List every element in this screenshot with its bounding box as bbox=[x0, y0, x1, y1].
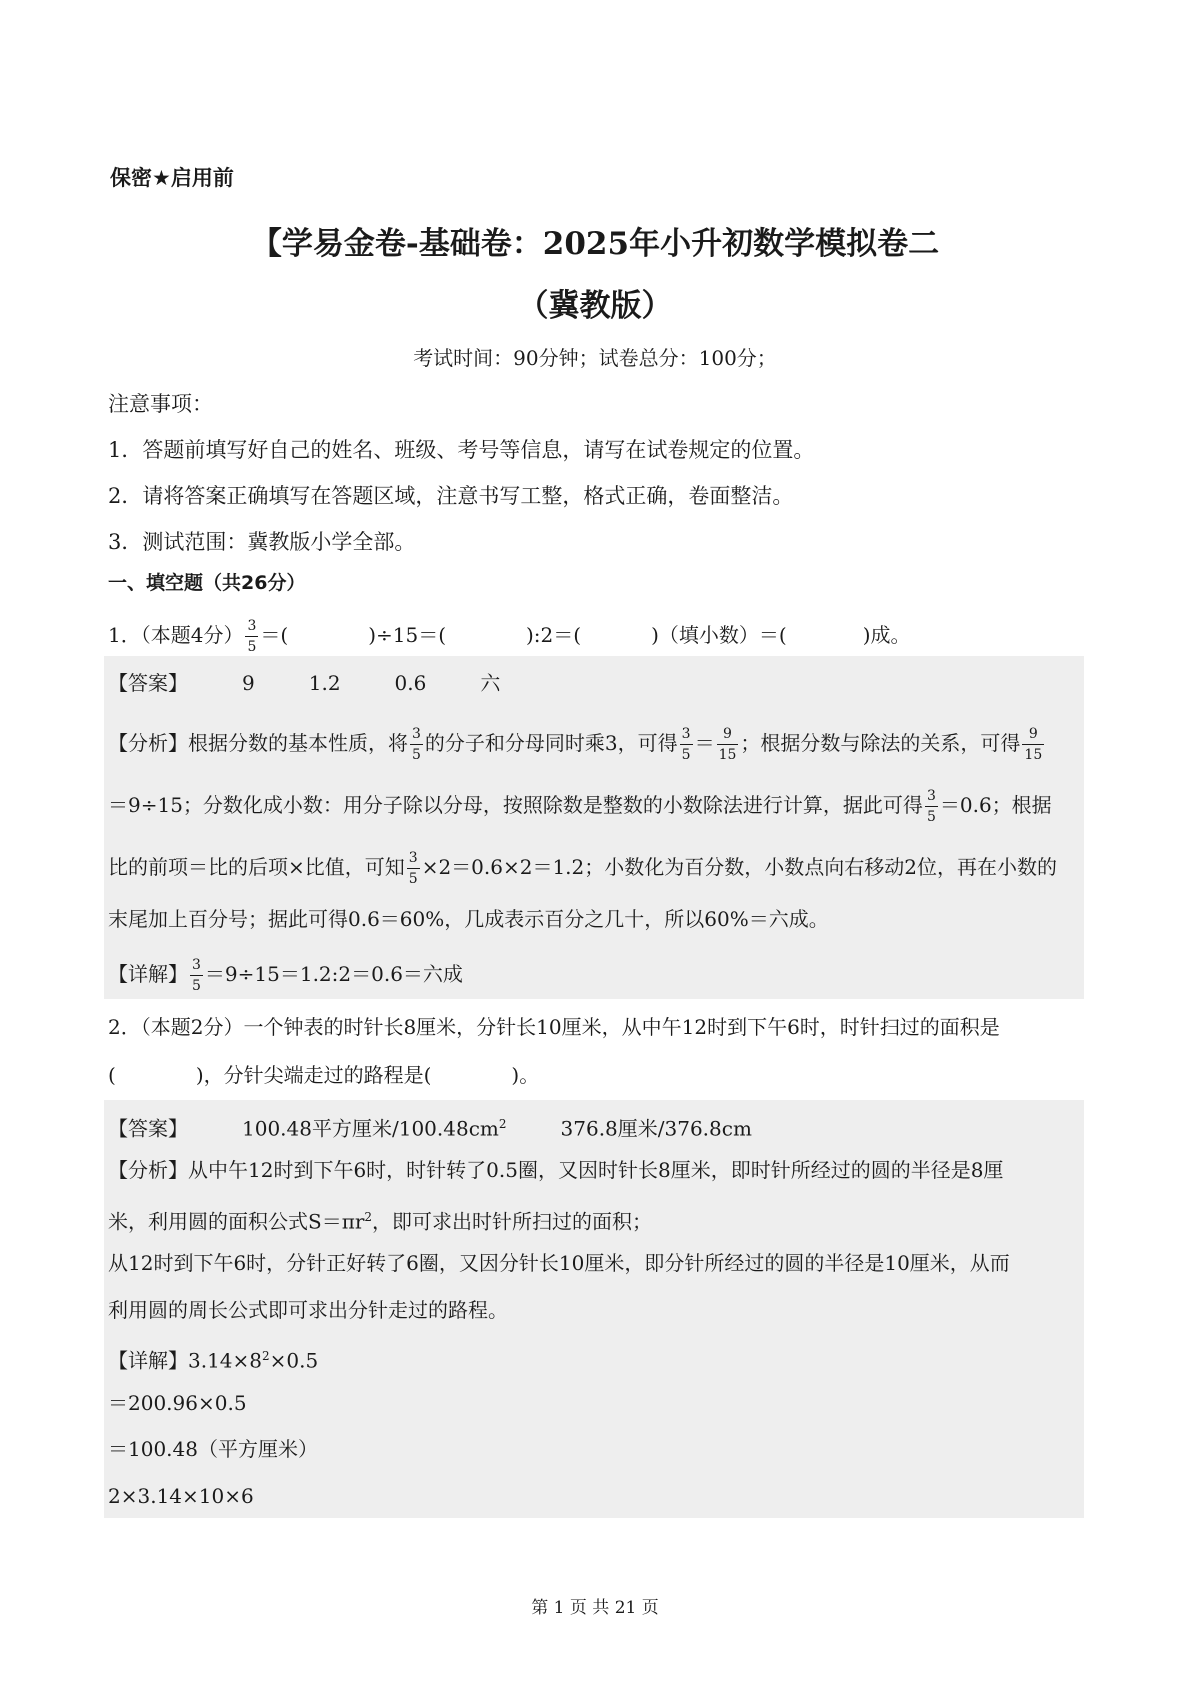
answer-value: 376.8厘米/376.8cm bbox=[560, 1116, 752, 1141]
note-item: 2．请将答案正确填写在答题区域，注意书写工整，格式正确，卷面整洁。 bbox=[108, 484, 794, 508]
fraction-3-5 bbox=[245, 616, 258, 657]
frac-numerator: 9 bbox=[717, 724, 739, 745]
q1-answer-line bbox=[108, 670, 500, 696]
q1-solution-box bbox=[104, 656, 1084, 999]
frac-denominator: 15 bbox=[718, 747, 737, 763]
q1-cheng: )成。 bbox=[862, 623, 911, 647]
fraction-3-5 bbox=[410, 724, 423, 765]
answer-value: 9 bbox=[242, 671, 255, 695]
frac-numerator: 3 bbox=[190, 955, 203, 976]
frac-denominator: 5 bbox=[681, 747, 691, 763]
q1-div15: )÷15＝( bbox=[368, 623, 446, 647]
q1-analysis-line bbox=[108, 786, 1052, 827]
q2-answer-line bbox=[108, 1111, 752, 1142]
fraction-3-5 bbox=[925, 786, 938, 827]
q2-detail-line: ＝100.48（平方厘米） bbox=[108, 1437, 318, 1461]
section-heading: 一、填空题（共26分） bbox=[108, 572, 306, 594]
q1-analysis-line: 【分析】根据分数的基本性质，将 $\frac{3}{5}$ 的分子和分母同时乘3，可得 $\frac{3}{5}$ ＝ $\frac{9}{15}$ ；根据分数与除法的关系，可得 $\frac{9}{15}$ bbox=[108, 726, 1043, 763]
detail-text: 3.14×8 bbox=[188, 1348, 263, 1373]
frac-denominator: 15 bbox=[1024, 747, 1043, 763]
analysis-label: 【分析】 bbox=[108, 731, 188, 755]
frac-numerator: 3 bbox=[410, 724, 423, 745]
fraction-3-5 bbox=[190, 955, 203, 996]
analysis-text: ×2＝0.6×2＝1.2；小数化为百分数，小数点向右移动2位，再在小数的 bbox=[421, 855, 1057, 879]
answer-label: 【答案】 bbox=[108, 1116, 188, 1141]
q2-detail-line: ＝200.96×0.5 bbox=[108, 1391, 247, 1415]
note-item: 3．测试范围：冀教版小学全部。 bbox=[108, 530, 416, 554]
superscript: 2 bbox=[364, 1210, 373, 1224]
analysis-text: 米，利用圆的面积公式S＝πr bbox=[108, 1209, 365, 1234]
exam-edition: （冀教版） bbox=[517, 288, 673, 324]
analysis-text: ，即可求出时针所扫过的面积； bbox=[372, 1209, 653, 1234]
detail-label: 【详解】 bbox=[108, 1348, 188, 1373]
question-2-line-1: 2．（本题2分）一个钟表的时针长8厘米，分针长10厘米，从中午12时到下午6时，时针扫过的面积是 bbox=[108, 1015, 1000, 1039]
q1-fill-decimal: )（填小数）＝( bbox=[651, 623, 787, 647]
q1-ratio2: ):2＝( bbox=[526, 623, 582, 647]
notes-heading: 注意事项： bbox=[108, 392, 213, 416]
frac-numerator: 3 bbox=[245, 616, 258, 637]
fraction-3-5 bbox=[680, 724, 693, 765]
confidential-mark: 保密★启用前 bbox=[110, 166, 234, 190]
q2-analysis-line: 利用圆的周长公式即可求出分针走过的路程。 bbox=[108, 1298, 508, 1322]
question-1 bbox=[108, 616, 911, 657]
superscript: 2 bbox=[262, 1349, 270, 1363]
q2-text: )，分针尖端走过的路程是( bbox=[195, 1063, 432, 1087]
analysis-text: 从中午12时到下午6时，时针转了0.5圈，又因时针长8厘米，即时针所经过的圆的半径是8厘 bbox=[188, 1158, 1004, 1182]
q2-text: )。 bbox=[511, 1063, 540, 1087]
q2-analysis-line bbox=[108, 1157, 1003, 1183]
frac-denominator: 5 bbox=[192, 978, 201, 994]
answer-label: 【答案】 bbox=[108, 671, 188, 695]
frac-numerator: 3 bbox=[407, 848, 420, 869]
question-2-line-2 bbox=[108, 1062, 539, 1088]
frac-numerator: 3 bbox=[680, 724, 693, 745]
q1-detail-line bbox=[108, 955, 463, 996]
fraction-9-15 bbox=[717, 724, 739, 765]
fraction-9-15 bbox=[1022, 724, 1044, 765]
page-footer: 第 1 页 共 21 页 bbox=[531, 1598, 659, 1618]
detail-label: 【详解】 bbox=[108, 962, 188, 986]
detail-text: ×0.5 bbox=[269, 1348, 319, 1373]
superscript: 2 bbox=[498, 1117, 507, 1131]
q2-detail-line bbox=[108, 1343, 318, 1374]
q1-eq-open: ＝( bbox=[260, 623, 289, 647]
detail-text: ＝9÷15＝1.2:2＝0.6＝六成 bbox=[204, 962, 463, 986]
q1-analysis-line bbox=[108, 848, 1057, 889]
frac-numerator: 3 bbox=[925, 786, 938, 807]
analysis-text: ＝9÷15；分数化成小数：用分子除以分母，按照除数是整数的小数除法进行计算，据此可得 bbox=[108, 793, 923, 817]
analysis-label: 【分析】 bbox=[108, 1158, 188, 1182]
frac-denominator: 5 bbox=[926, 809, 936, 825]
answer-value: 1.2 bbox=[308, 671, 341, 695]
frac-denominator: 5 bbox=[412, 747, 421, 763]
frac-denominator: 5 bbox=[408, 871, 418, 887]
frac-denominator: 5 bbox=[247, 639, 257, 655]
q1-analysis-line: 末尾加上百分号；据此可得0.6＝60%，几成表示百分之几十，所以60%＝六成。 bbox=[108, 907, 829, 931]
analysis-text: ＝0.6；根据 bbox=[939, 793, 1052, 817]
answer-value: 100.48平方厘米/100.48cm bbox=[242, 1116, 499, 1141]
analysis-text: ；根据分数与除法的关系，可得 bbox=[740, 731, 1021, 755]
exam-info: 考试时间：90分钟；试卷总分：100分； bbox=[413, 346, 777, 370]
q2-detail-line: 2×3.14×10×6 bbox=[108, 1484, 254, 1508]
analysis-text: 的分子和分母同时乘3，可得 bbox=[424, 731, 678, 755]
q1-prefix: 1．（本题4分） bbox=[108, 623, 244, 647]
answer-value: 0.6 bbox=[394, 671, 427, 695]
analysis-text: 比的前项＝比的后项×比值，可知 bbox=[108, 855, 405, 879]
answer-value: 六 bbox=[480, 671, 501, 695]
q2-analysis-line bbox=[108, 1204, 652, 1235]
analysis-text: 根据分数的基本性质，将 bbox=[188, 731, 408, 755]
q2-analysis-line: 从12时到下午6时，分针正好转了6圈，又因分针长10厘米，即分针所经过的圆的半径是10厘米，从而 bbox=[108, 1251, 1010, 1275]
fraction-3-5 bbox=[407, 848, 420, 889]
note-item: 1．答题前填写好自己的姓名、班级、考号等信息，请写在试卷规定的位置。 bbox=[108, 438, 815, 462]
frac-numerator: 9 bbox=[1022, 724, 1044, 745]
exam-title: 【学易金卷-基础卷：2025年小升初数学模拟卷二 bbox=[250, 226, 940, 262]
q2-text: ( bbox=[108, 1063, 116, 1087]
